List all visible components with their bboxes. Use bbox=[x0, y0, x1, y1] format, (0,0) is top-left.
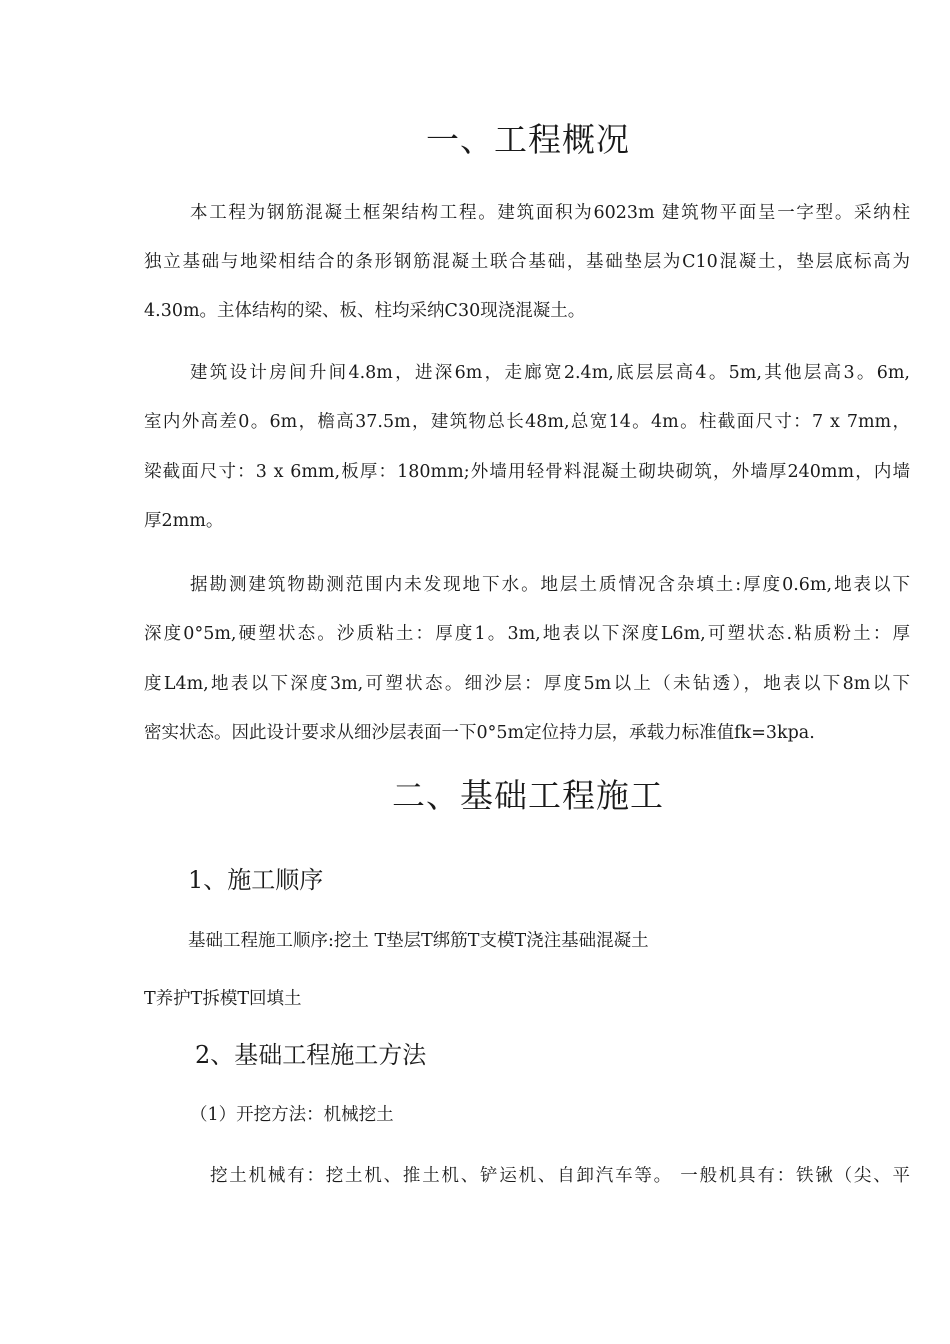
section1-title: 一、工程概况 bbox=[426, 120, 630, 159]
sub2-title: 2、基础工程施工方法 bbox=[195, 1041, 427, 1069]
section1-para3-line4: 密实状态。因此设计要求从细沙层表面一下0°5m定位持力层，承载力标准值fk=3kpa. bbox=[144, 723, 815, 743]
section2-title: 二、基础工程施工 bbox=[392, 776, 664, 815]
sub1-line1: 基础工程施工顺序:挖土 T垫层T绑筋T支模T浇注基础混凝土 bbox=[188, 931, 649, 951]
section1-para2-line2: 室内外高差0。6m，檐高37.5m，建筑物总长48m,总宽14。4m。柱截面尺寸：7 x 7mm， bbox=[144, 412, 910, 432]
section1-para1-line2: 独立基础与地梁相结合的条形钢筋混凝土联合基础，基础垫层为C10混凝土，垫层底标高为 bbox=[144, 252, 910, 272]
section1-para3-line1: 据勘测建筑物勘测范围内未发现地下水。地层土质情况含杂填土:厚度0.6m,地表以下 bbox=[190, 575, 910, 595]
sub2-item1-line: 挖土机械有：挖土机、推土机、铲运机、自卸汽车等。 一般机具有：铁锹（尖、平 bbox=[210, 1166, 910, 1186]
section1-para2-line1: 建筑设计房间升间4.8m，进深6m，走廊宽2.4m,底层层高4。5m,其他层高3。6m, bbox=[190, 363, 910, 383]
section1-para2-line4: 厚2mm。 bbox=[144, 511, 224, 531]
section1-para1-line1: 本工程为钢筋混凝土框架结构工程。建筑面积为6023m 建筑物平面呈一字型。采纳柱 bbox=[190, 203, 910, 223]
section1-para3-line2: 深度0°5m,硬塑状态。沙质粘土：厚度1。3m,地表以下深度L6m,可塑状态.粘质粉土：厚 bbox=[144, 624, 910, 644]
sub1-title: 1、施工顺序 bbox=[188, 866, 324, 894]
sub2-item1-title: （1）开挖方法：机械挖土 bbox=[190, 1105, 394, 1125]
sub1-line2: T养护T拆模T回填土 bbox=[144, 989, 302, 1009]
section1-para3-line3: 度L4m,地表以下深度3m,可塑状态。细沙层：厚度5m以上（未钻透），地表以下8m以下 bbox=[144, 674, 910, 694]
section1-para1-line3: 4.30m。主体结构的梁、板、柱均采纳C30现浇混凝土。 bbox=[144, 301, 586, 321]
section1-para2-line3: 梁截面尺寸：3 x 6mm,板厚：180mm;外墙用轻骨料混凝土砌块砌筑，外墙厚240mm，内墙 bbox=[144, 462, 910, 482]
